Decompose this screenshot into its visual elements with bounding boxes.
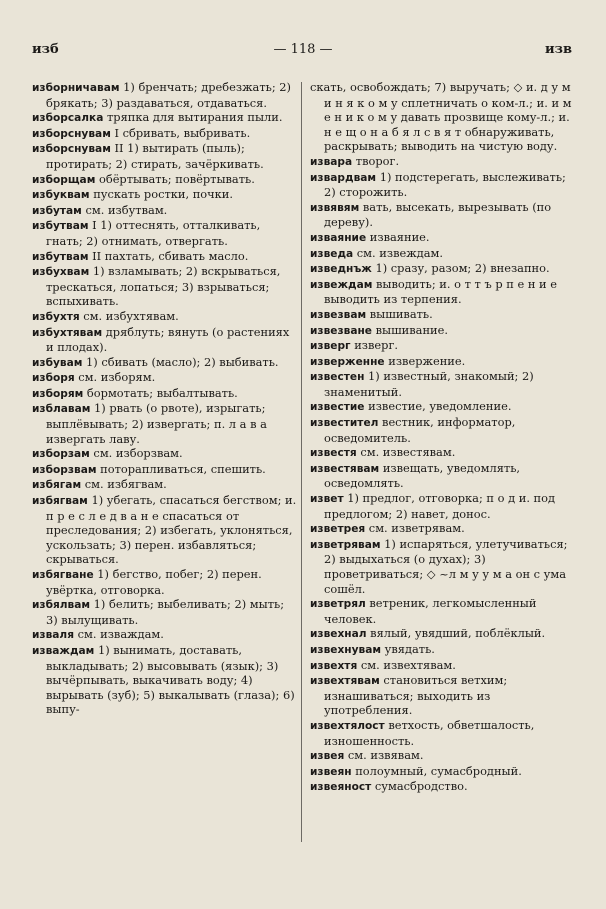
entry-definition: извещать, уведомлять, осведомлять.: [324, 460, 521, 491]
entry-definition: вестник, информатор, осведомитель.: [324, 415, 516, 445]
entry-definition: увядать.: [381, 641, 435, 656]
dictionary-entry: [310, 415, 580, 445]
entry-headword: извеян: [310, 765, 352, 778]
entry-headword: изборничавам: [32, 82, 120, 94]
dictionary-entry: [32, 203, 298, 219]
entry-headword: извеждам: [310, 278, 373, 291]
entry-definition: ветреник, легкомысленный человек.: [324, 596, 537, 626]
right-column: [310, 80, 580, 795]
dictionary-entry: [310, 246, 580, 262]
entry-headword: изветрея: [310, 523, 366, 536]
dictionary-entry: [310, 200, 580, 230]
entry-headword: изваяние: [310, 231, 367, 244]
dictionary-entry: [32, 80, 298, 110]
dictionary-entry: [310, 521, 580, 537]
dictionary-entry: [310, 80, 580, 154]
dictionary-entry: [32, 597, 298, 627]
header-left-guide-word: изб: [32, 42, 59, 57]
entry-headword: изборя: [32, 372, 75, 385]
dictionary-entry: [32, 355, 298, 371]
entry-definition: вать, высекать, вырезывать (по дереву).: [324, 199, 552, 230]
dictionary-entry: [310, 354, 580, 370]
entry-definition: I 1) оттеснять, отталкивать, гнать; 2) отнимать, отвергать.: [46, 218, 261, 248]
entry-headword: изборсалка: [32, 112, 104, 125]
entry-definition: 1) вынимать, доставать, выкладывать; 2) высовывать (язык); 3) вычёрпывать, выкачивать воду; 4) вырывать (зуб); 5) выкалывать (глаза); 6) выпу-: [46, 642, 295, 717]
entry-definition: см. избутвам.: [81, 202, 168, 217]
entry-definition: см. изборям.: [74, 370, 156, 385]
dictionary-entry: [32, 309, 298, 325]
entry-headword: изведнъж: [310, 263, 372, 276]
dictionary-entry: [310, 673, 580, 718]
entry-definition: извержение.: [384, 353, 466, 368]
entry-headword: извехнувам: [310, 643, 382, 656]
entry-headword: избутвам: [32, 220, 89, 233]
entry-headword: известен: [310, 371, 365, 384]
entry-definition: см. изветрявам.: [365, 521, 465, 536]
dictionary-entry: [310, 658, 580, 674]
entry-definition: дряблуть; вянуть (о растениях и плодах).: [46, 324, 290, 355]
dictionary-entry: [32, 110, 298, 126]
dictionary-entry: [310, 461, 580, 491]
entry-definition: тряпка для вытирания пыли.: [103, 110, 283, 125]
entry-definition: скать, освобождать; 7) выручать; ◇ и. д у м и н я к о м у сплетничать о ком-л.; и. и м е н и к о м у давать прозвище кому-л.; и. н е щ о н а б я л с в я т обнаруживать, раскрывать; выводить на чистую воду.: [310, 80, 572, 154]
dictionary-entry: [32, 370, 298, 386]
dictionary-entry: [310, 399, 580, 415]
entry-headword: избялвам: [32, 599, 91, 612]
entry-definition: 1) белить; выбеливать; 2) мыть; 3) вылущивать.: [46, 597, 285, 627]
entry-headword: извехтялост: [310, 719, 385, 732]
entry-headword: изверг: [310, 340, 351, 353]
entry-headword: избухтя: [32, 310, 80, 323]
dictionary-entry: [310, 764, 580, 780]
dictionary-entry: [32, 627, 298, 643]
entry-headword: избягвам: [32, 495, 88, 508]
entry-definition: см. извехтявам.: [357, 657, 456, 672]
dictionary-entry: [310, 323, 580, 339]
dictionary-entry: [310, 230, 580, 246]
entry-headword: изблавам: [32, 403, 91, 416]
entry-definition: 1) сразу, разом; 2) внезапно.: [371, 261, 550, 276]
entry-headword: избухвам: [32, 266, 90, 279]
entry-definition: пускать ростки, почки.: [89, 187, 234, 202]
entry-definition: см. известявам.: [356, 445, 456, 460]
entry-headword: избягам: [32, 479, 82, 492]
entry-headword: изборщам: [32, 173, 96, 186]
dictionary-entry: [32, 493, 298, 567]
entry-definition: творог.: [352, 153, 400, 168]
entry-definition: полоумный, сумасбродный.: [351, 763, 522, 778]
header-right-guide-word: изв: [545, 42, 572, 57]
entry-headword: изветрявам: [310, 538, 381, 551]
entry-definition: вышивание.: [371, 322, 449, 337]
entry-definition: см. изваждам.: [74, 627, 164, 642]
left-column: [32, 80, 298, 717]
entry-headword: известител: [310, 417, 379, 430]
dictionary-entry: [32, 218, 298, 248]
entry-headword: извявям: [310, 201, 360, 214]
entry-definition: бормотать; выбалтывать.: [83, 385, 238, 400]
entry-headword: извардвам: [310, 171, 377, 184]
dictionary-entry: [310, 154, 580, 170]
entry-headword: изваждам: [32, 644, 95, 657]
entry-headword: изветрял: [310, 598, 366, 611]
entry-definition: 1) взламывать; 2) вскрываться, трескаться, лопаться; 3) взрываться; вспыхивать.: [46, 264, 281, 309]
dictionary-entry: [310, 642, 580, 658]
dictionary-entry: [310, 748, 580, 764]
dictionary-entry: [32, 386, 298, 402]
entry-definition: вялый, увядший, поблёклый.: [366, 626, 546, 641]
entry-headword: извара: [310, 155, 353, 168]
dictionary-entry: [310, 277, 580, 307]
dictionary-entry: [32, 264, 298, 309]
entry-definition: 1) бегство, побег; 2) перен. увёртка, отговорка.: [46, 567, 262, 597]
entry-headword: изборзвам: [32, 463, 97, 476]
dictionary-entry: [32, 477, 298, 493]
dictionary-entry: [32, 567, 298, 597]
dictionary-entry: [32, 141, 298, 171]
entry-definition: ветхость, обветшалость, изношенность.: [324, 717, 535, 748]
entry-headword: изборснувам: [32, 143, 111, 156]
entry-definition: 1) предлог, отговорка; п о д и. под предлогом; 2) навет, донос.: [324, 491, 556, 521]
dictionary-entry: [310, 261, 580, 277]
entry-definition: см. извявам.: [344, 748, 424, 763]
entry-definition: II 1) вытирать (пыль); протирать; 2) стирать, зачёркивать.: [46, 141, 264, 171]
dictionary-entry: [310, 445, 580, 461]
dictionary-entry: [32, 325, 298, 355]
entry-definition: см. извеждам.: [353, 245, 443, 260]
entry-headword: известя: [310, 447, 357, 460]
entry-definition: 1) известный, знакомый; 2) знаменитый.: [324, 369, 534, 399]
dictionary-entry: [32, 446, 298, 462]
entry-definition: обёртывать; повёртывать.: [95, 171, 255, 186]
dictionary-entry: [310, 338, 580, 354]
entry-definition: изверг.: [350, 338, 399, 353]
entry-headword: изваля: [32, 629, 74, 642]
dictionary-entry: [32, 187, 298, 203]
entry-definition: I сбривать, выбривать.: [110, 125, 251, 140]
entry-definition: 1) подстерегать, выслеживать; 2) сторожить.: [324, 169, 566, 200]
entry-headword: избутам: [32, 204, 82, 217]
entry-headword: изборснувам: [32, 127, 111, 140]
entry-definition: становиться ветхим; изнашиваться; выходить из употребления.: [324, 673, 508, 718]
entry-definition: выводить; и. о т т ъ р п е н и е выводить из терпения.: [324, 276, 557, 307]
dictionary-entry: [310, 596, 580, 626]
entry-headword: избувам: [32, 356, 83, 369]
entry-definition: см. избягвам.: [81, 477, 167, 492]
entry-headword: изверженне: [310, 355, 385, 368]
dictionary-entry: [32, 462, 298, 478]
dictionary-entry: [32, 643, 298, 717]
entry-definition: 1) испаряться, улетучиваться; 2) выдыхаться (о духах); 3) проветриваться; ◇ ~л м у у м а он с ума сошёл.: [324, 536, 568, 596]
entry-headword: избутвам: [32, 250, 89, 263]
entry-headword: избуквам: [32, 189, 90, 202]
dictionary-entry: [310, 779, 580, 795]
entry-headword: избухтявам: [32, 326, 103, 339]
dictionary-entry: [310, 491, 580, 521]
entry-definition: известие, уведомление.: [364, 399, 512, 414]
dictionary-entry: [310, 369, 580, 399]
dictionary-entry: [310, 626, 580, 642]
entry-headword: изборям: [32, 387, 84, 400]
entry-definition: 1) бренчать; дребезжать; 2) брякать; 3) раздаваться, отдаваться.: [46, 80, 291, 110]
dictionary-entry: [32, 249, 298, 265]
entry-headword: изборзам: [32, 448, 90, 461]
entry-headword: изведа: [310, 247, 354, 260]
dictionary-entry: [310, 307, 580, 323]
entry-headword: известявам: [310, 462, 380, 475]
page-header: [30, 42, 576, 62]
entry-definition: см. избухтявам.: [79, 308, 179, 323]
entry-headword: извехнал: [310, 628, 367, 641]
dictionary-entry: [310, 170, 580, 200]
column-divider: [301, 82, 302, 842]
entry-headword: извехтявам: [310, 675, 380, 688]
entry-definition: 1) сбивать (масло); 2) выбивать.: [82, 354, 279, 369]
entry-definition: II пахтать, сбивать масло.: [88, 248, 249, 263]
entry-definition: поторапливаться, спешить.: [96, 461, 266, 476]
dictionary-entry: [32, 126, 298, 142]
entry-definition: 1) рвать (о рвоте), изрыгать; выплёвывать; 2) извергать; п. л а в а извергать лаву.: [46, 401, 267, 446]
entry-headword: избягване: [32, 569, 94, 581]
entry-definition: 1) убегать, спасаться бегством; и. п р е с л е д в а н е спасаться от преследования; 2) избегать, уклоняться, ускользать; 3) перен. избавляться; скрываться.: [46, 493, 297, 567]
entry-headword: известие: [310, 401, 365, 414]
entry-definition: см. изборзвам.: [89, 446, 183, 461]
dictionary-entry: [32, 172, 298, 188]
entry-headword: извезване: [310, 324, 372, 337]
entry-headword: извеяност: [310, 781, 372, 794]
entry-definition: сумасбродство.: [371, 779, 468, 794]
entry-headword: извет: [310, 493, 344, 506]
dictionary-entry: [32, 401, 298, 446]
entry-headword: извехтя: [310, 659, 358, 672]
dictionary-entry: [310, 718, 580, 748]
dictionary-entry: [310, 537, 580, 596]
entry-definition: вышивать.: [366, 306, 433, 321]
entry-headword: извея: [310, 750, 345, 763]
page-number: — 118 —: [273, 42, 333, 57]
entry-definition: изваяние.: [366, 229, 430, 244]
entry-headword: извезвам: [310, 308, 367, 321]
